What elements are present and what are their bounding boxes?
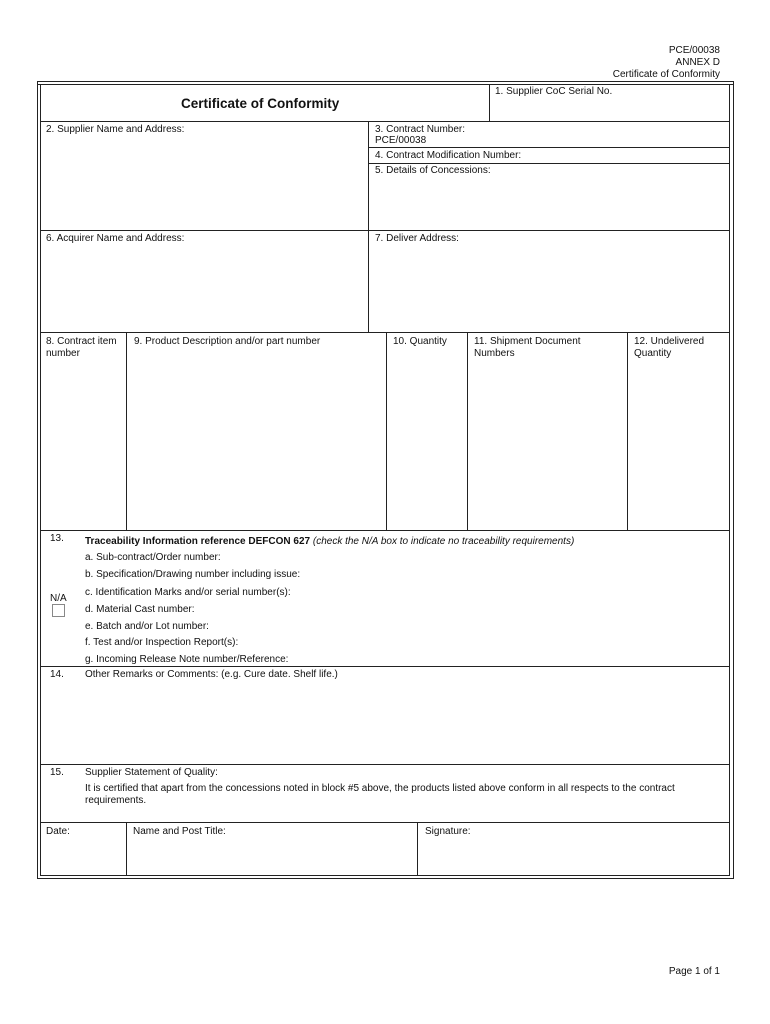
field-contract-number: 3. Contract Number: <box>375 124 466 135</box>
column-quantity: 10. Quantity <box>393 336 447 347</box>
column-product-description: 9. Product Description and/or part number <box>134 336 321 347</box>
field-concessions: 5. Details of Concessions: <box>375 165 491 176</box>
section-15-number: 15. <box>50 767 64 778</box>
na-checkbox[interactable] <box>52 604 65 617</box>
field-acquirer-name-address: 6. Acquirer Name and Address: <box>46 233 185 244</box>
document-reference: PCE/00038 <box>668 45 720 56</box>
contract-number-value: PCE/00038 <box>375 135 427 146</box>
field-supplier-statement: Supplier Statement of Quality: <box>85 767 218 778</box>
na-label: N/A <box>50 593 67 604</box>
traceability-item: a. Sub-contract/Order number: <box>85 552 221 563</box>
column-undelivered-quantity: 12. Undelivered Quantity <box>634 336 705 359</box>
traceability-item: e. Batch and/or Lot number: <box>85 621 209 632</box>
column-contract-item: 8. Contract item number <box>46 336 117 359</box>
traceability-item: c. Identification Marks and/or serial number(s): <box>85 587 291 598</box>
traceability-heading <box>85 536 574 548</box>
field-supplier-coc-serial: 1. Supplier CoC Serial No. <box>495 86 613 97</box>
section-13-number: 13. <box>50 533 64 544</box>
field-date: Date: <box>46 826 70 837</box>
page-number: Page 1 of 1 <box>668 966 720 977</box>
field-name-post-title: Name and Post Title: <box>133 826 226 837</box>
traceability-note: (check the N/A box to indicate no traceability requirements) <box>312 536 575 547</box>
traceability-item: f. Test and/or Inspection Report(s): <box>85 637 239 648</box>
form-title: Certificate of Conformity <box>181 96 340 111</box>
field-supplier-name-address: 2. Supplier Name and Address: <box>46 124 185 135</box>
traceability-item: b. Specification/Drawing number including issue: <box>85 569 301 580</box>
field-deliver-address: 7. Deliver Address: <box>375 233 459 244</box>
annex-label: ANNEX D <box>675 57 720 68</box>
section-14-number: 14. <box>50 669 64 680</box>
field-signature: Signature: <box>425 826 471 837</box>
field-other-remarks: Other Remarks or Comments: (e.g. Cure date. Shelf life.) <box>85 669 338 680</box>
traceability-item: d. Material Cast number: <box>85 604 195 615</box>
traceability-item: g. Incoming Release Note number/Reference: <box>85 654 289 665</box>
column-shipment-documents: 11. Shipment Document Numbers <box>474 336 581 359</box>
traceability-title: Traceability Information reference DEFCON 627 <box>85 536 311 547</box>
document-name: Certificate of Conformity <box>612 69 720 80</box>
field-contract-modification: 4. Contract Modification Number: <box>375 150 522 161</box>
quality-statement-text: It is certified that apart from the concessions noted in block #5 above, the products listed above conform in all respects to the contract requirements. <box>85 783 675 806</box>
